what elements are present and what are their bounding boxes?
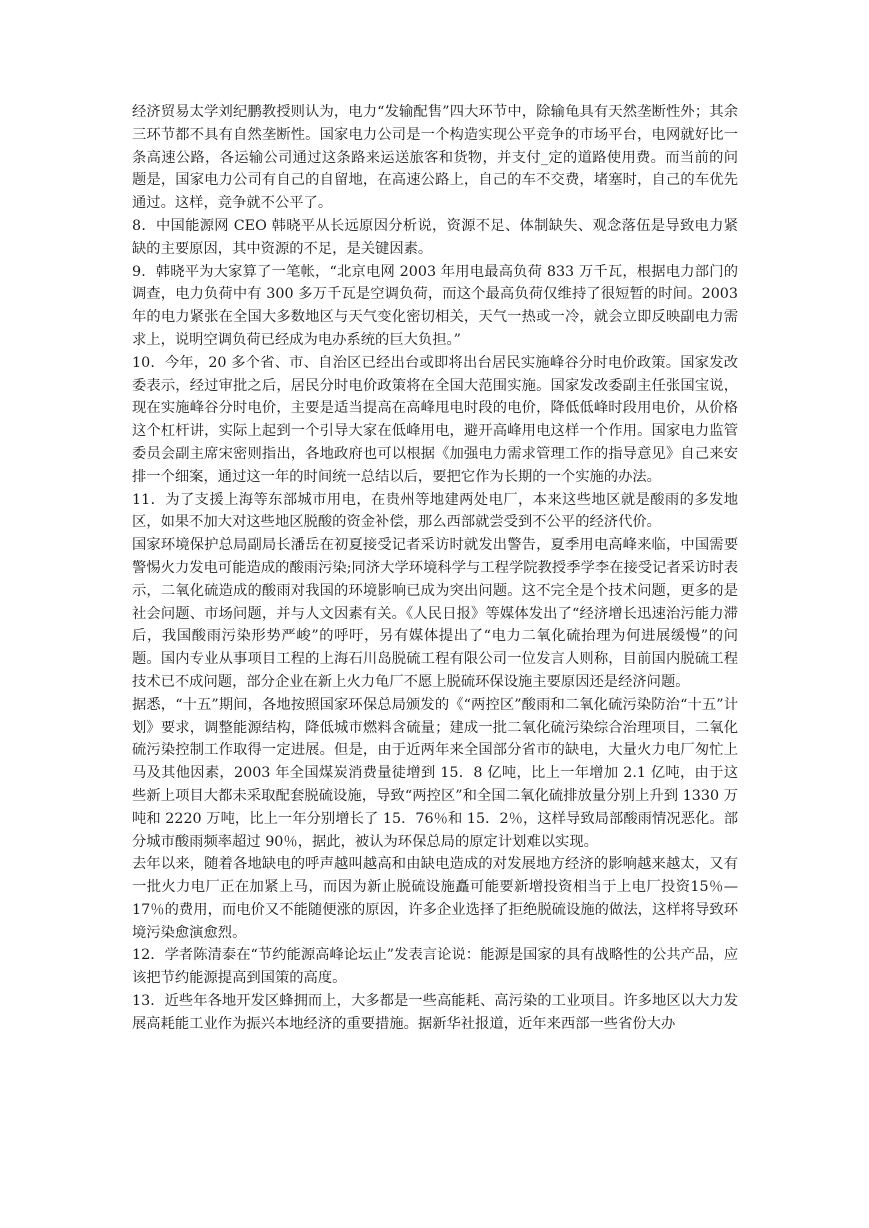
article-body: [132, 101, 738, 1036]
paragraph-item-9: 9．韩晓平为大家算了一笔帐，“北京电网 2003 年用电最高负荷 833 万千瓦，根据电力部门的调查，电力负荷中有 300 多万千瓦是空调负荷，而这个最高负荷仅维持了很短暂的时间。2003 年的电力紧张在全国大多数地区与天气变化密切相关，天气一热或一冷，就会立即反映副电力需求上，说明空调负荷已经成为电办系统的巨大负担。”: [132, 263, 738, 348]
paragraph-acid-rain-warning: 国家环境保护总局副局长潘岳在初夏接受记者采访时就发出警告，夏季用电高峰来临，中国需要警惕火力发电可能造成的酸雨污染;同济大学环境科学与工程学院教授季学李在接受记者采访时表示，二氧化硫造成的酸雨对我国的环境影响已成为突出问题。这不完全是个技术问题，更多的是社会问题、市场问题，并与人文因素有关。《人民日报》等媒体发出了“经济增长迅速治污能力滞后，我国酸雨污染形势严峻”的呼吁，另有媒体提出了“电力二氧化硫抬理为何进展缓慢”的问题。国内专业从事项目工程的上海石川岛脱硫工程有限公司一位发言人则称，目前国内脱硫工程技术已不成问题，部分企业在新上火力龟厂不愿上脱硫环保设施主要原因还是经济问题。: [132, 537, 738, 690]
paragraph-item-11: 11．为了支援上海等东部城市用电，在贵州等地建两处电厂，本来这些地区就是酸雨的多发地区，如果不加大对这些地区脱酸的资金补偿，那么西部就尝受到不公平的经济代价。: [132, 491, 738, 531]
paragraph-item-8: 8．中国能源网 CEO 韩晓平从长远原因分析说，资源不足、体制缺失、观念落伍是导致电力紧缺的主要原因，其中资源的不足，是关键因素。: [132, 217, 738, 257]
paragraph-desulfurization-refusal: 去年以来，随着各地缺电的呼声越叫越高和由缺电造成的对发展地方经济的影响越来越太，又有一批火力电厂正在加紧上马，而因为新止脱硫设施矗可能要新增投资相当于上电厂投资15％—17％的费用，而电价又不能随便涨的原因，许多企业选择了拒绝脱硫设施的做法，这样将导致环境污染愈演愈烈。: [132, 856, 738, 941]
paragraph-item-13: 13．近些年各地开发区蜂拥而上，大多都是一些高能耗、高污染的工业项目。许多地区以大力发展高耗能工业作为振兴本地经济的重要措施。据新华社报道，近年来西部一些省份大办: [132, 993, 738, 1032]
paragraph-item-12: 12．学者陈清泰在“节约能源高峰论坛止”发表言论说：能源是国家的具有战略性的公共产品，应该把节约能源提高到国策的高度。: [132, 947, 738, 987]
paragraph-liu-jipeng: 经济贸易太学刘纪鹏教授则认为，电力“发输配售”四大环节中，除输龟具有天然垄断性外；其余三环节都不具有自然垄断性。国家电力公司是一个构造实现公平竞争的市场平台，电网就好比一条高速公路，各运输公司通过这条路来运送旅客和货物，并支付_定的道路使用费。而当前的问题是，国家电力公司有自己的自留地，在高速公路上，自己的车不交费，堵塞时，自己的车优先通过。这样，竞争就不公平了。: [132, 104, 738, 212]
paragraph-item-10: 10．今年，20 多个省、市、自治区已经出台或即将出台居民实施峰谷分时电价政策。国家发改委表示，经过审批之后，居民分时电价政策将在全国大范围实施。国家发改委副主任张国宝说，现在实施峰谷分时电价，主要是适当提高在高峰甩电时段的电价，降低低峰时段用电价，从价格这个杠杆讲，实际上起到一个引导大家在低峰用电，避开高峰用电这样一个作用。国家电力监管委员会副主席宋密则指出，各地政府也可以根据《加强电力需求管理工作的指导意见》自己来安排一个细案，通过这一年的时间统一总结以后，要把它作为长期的一个实施的办法。: [132, 354, 738, 485]
paragraph-tenth-five-year-plan: 据悉，“十五”期间，各地按照国家环保总局颁发的《“两控区”酸雨和二氧化硫污染防治“十五”计划》要求，调整能源结构，降低城市燃料含硫量；建成一批二氧化硫污染综合治理项目，二氧化硫污染控制工作取得一定进展。但是，由于近两年来全国部分省市的缺电，大量火力电厂匆忙上马及其他因素，2003 年全国煤炭消费量徒增到 15．8 亿吨，比上一年增加 2.1 亿吨，由于这些新上项目大都未采取配套脱硫设施，导致“两控区”和全国二氧化硫排放量分别上升到 1330 万吨和 2220 万吨，比上一年分别增长了 15．76％和 15．2％，这样导致局部酸雨情况恶化。部分城市酸雨频率超过 90％，据此，被认为环保总局的原定计划难以实现。: [132, 696, 738, 850]
